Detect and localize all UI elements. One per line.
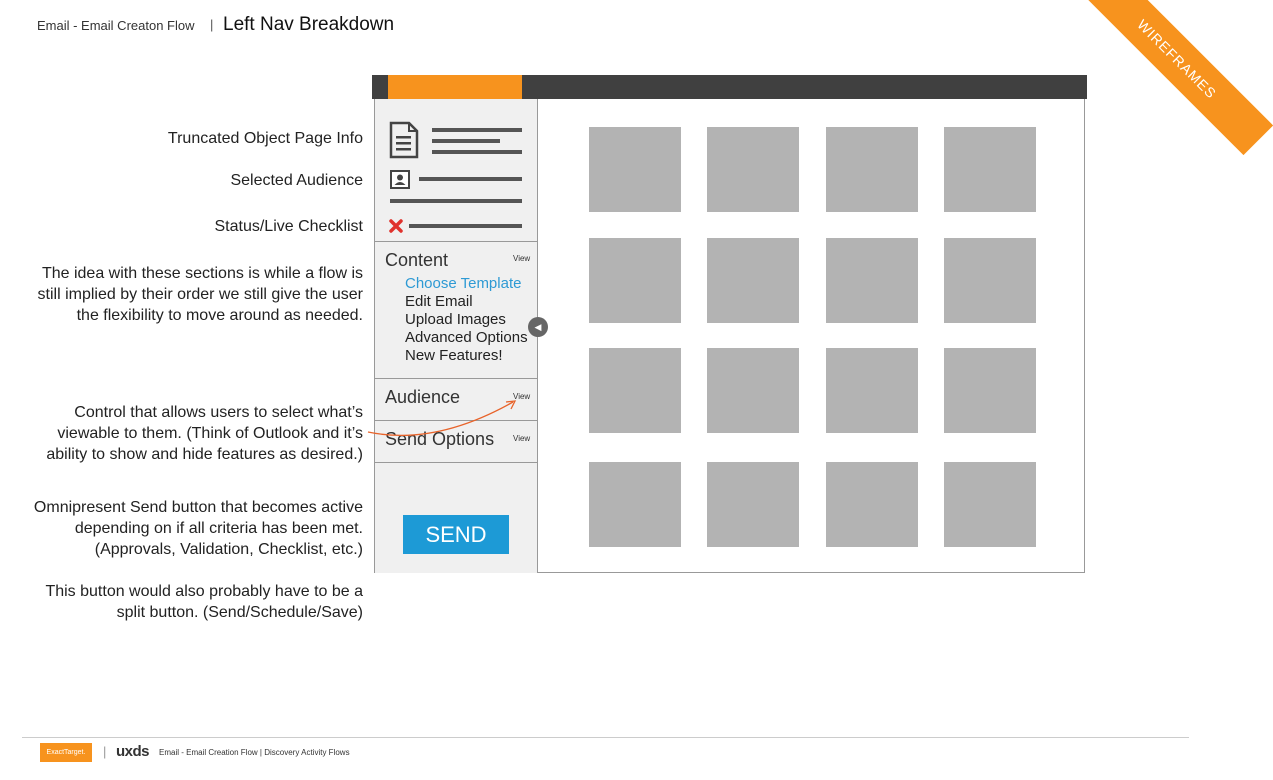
breadcrumb: Email - Email Creaton Flow: [37, 18, 195, 33]
send-options-view-toggle[interactable]: View: [513, 434, 531, 443]
audience-line: [390, 199, 522, 203]
template-thumbnail[interactable]: [707, 462, 799, 547]
content-view-toggle[interactable]: View: [513, 254, 531, 263]
nav-item-new-features[interactable]: New Features!: [405, 347, 503, 364]
annotation-status-checklist: Status/Live Checklist: [214, 218, 363, 235]
section-title-content: Content: [385, 250, 449, 270]
contact-card-icon: [390, 170, 410, 189]
uxds-logo: uxds: [116, 743, 150, 760]
annotation-view-control: Control that allows users to select what’s viewable to them. (Think of Outlook and it’s ability to show and hide features as desired.): [46, 404, 363, 463]
section-title-send-options: Send Options: [385, 429, 495, 449]
template-thumbnail[interactable]: [944, 348, 1036, 433]
template-thumbnail[interactable]: [589, 127, 681, 212]
annotation-split-button: This button would also probably have to be a split button. (Send/Schedule/Save): [45, 583, 363, 621]
audience-line: [419, 177, 522, 181]
audience-view-toggle[interactable]: View: [513, 392, 531, 401]
nav-item-advanced-options[interactable]: Advanced Options: [405, 329, 528, 346]
template-thumbnail[interactable]: [589, 238, 681, 323]
annotation-arrow-icon: [365, 398, 525, 442]
nav-item-edit-email[interactable]: Edit Email: [405, 293, 473, 310]
footer-text: Email - Email Creation Flow | Discovery Activity Flows: [159, 748, 350, 757]
template-thumbnail[interactable]: [707, 348, 799, 433]
wireframes-ribbon-label: WIREFRAMES: [1081, 0, 1273, 155]
nav-divider: [375, 241, 538, 242]
nav-divider: [375, 462, 538, 463]
info-line: [432, 150, 522, 154]
template-thumbnail[interactable]: [826, 238, 918, 323]
annotation-sections-idea: The idea with these sections is while a flow is still implied by their order we still give the user the flexibility to move around as needed.: [37, 265, 363, 324]
info-line: [432, 139, 500, 143]
template-thumbnail[interactable]: [707, 238, 799, 323]
template-thumbnail[interactable]: [707, 127, 799, 212]
template-thumbnail[interactable]: [589, 348, 681, 433]
annotation-selected-audience: Selected Audience: [230, 172, 363, 189]
template-thumbnail[interactable]: [944, 462, 1036, 547]
annotation-truncated-info: Truncated Object Page Info: [167, 130, 363, 147]
template-thumbnail[interactable]: [589, 462, 681, 547]
document-icon: [389, 121, 419, 159]
template-thumbnail[interactable]: [826, 462, 918, 547]
footer-divider: [22, 737, 1189, 738]
page-title: Left Nav Breakdown: [223, 14, 395, 35]
nav-item-choose-template[interactable]: Choose Template: [405, 275, 522, 292]
template-thumbnail[interactable]: [826, 348, 918, 433]
section-title-audience: Audience: [385, 387, 461, 407]
status-line: [409, 224, 522, 228]
template-thumbnail[interactable]: [944, 127, 1036, 212]
nav-divider: [375, 378, 538, 379]
exacttarget-logo: ExactTarget.: [40, 743, 92, 762]
template-thumbnail[interactable]: [944, 238, 1036, 323]
info-line: [432, 128, 522, 132]
send-button[interactable]: SEND: [403, 515, 509, 554]
breadcrumb-separator: |: [210, 17, 214, 32]
error-x-icon: [389, 219, 403, 233]
template-thumbnail[interactable]: [826, 127, 918, 212]
footer-separator: |: [103, 744, 107, 759]
nav-item-upload-images[interactable]: Upload Images: [405, 311, 506, 328]
annotation-send-button: Omnipresent Send button that becomes active depending on if all criteria has been met. (Approvals, Validation, Checklist, etc.): [33, 499, 363, 558]
collapse-arrow-icon[interactable]: ◀: [528, 317, 548, 337]
